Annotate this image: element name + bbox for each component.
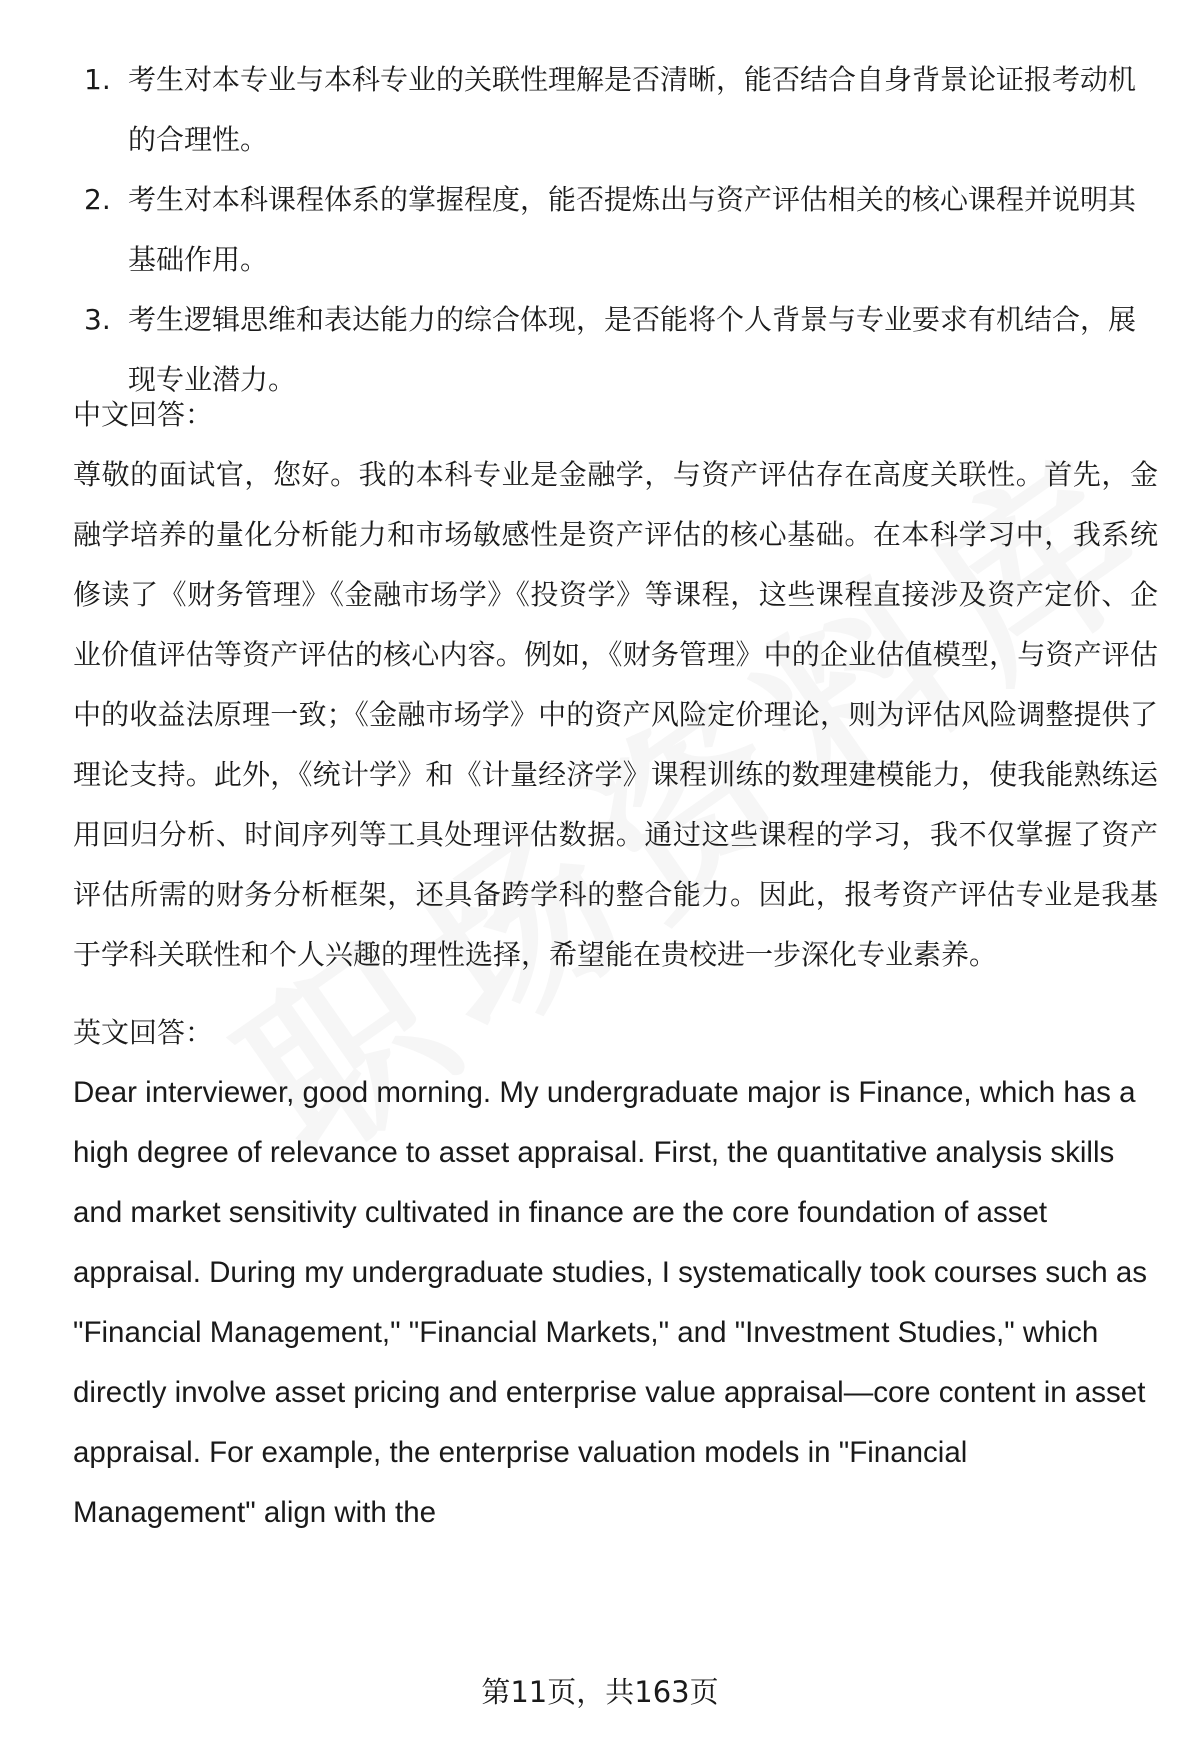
chinese-answer-section	[73, 385, 1158, 985]
criteria-number: 2.	[84, 183, 111, 216]
chinese-answer-label: 中文回答：	[73, 398, 214, 431]
criteria-number: 3.	[84, 303, 111, 336]
page-number: 第11页，共163页	[481, 1675, 719, 1709]
english-answer-label: 英文回答：	[73, 1016, 214, 1049]
criteria-list	[84, 50, 1154, 410]
criteria-item	[84, 50, 1154, 170]
english-answer-text: Dear interviewer, good morning. My undergraduate major is Finance, which has a high degree of relevance to asset appraisal. First, the quantitative analysis skills and market sensitivity cultivated in finance are the core foundation of asset appraisal. During my undergraduate studies, I systematically took courses such as "Financial Management," "Financial Markets," and "Investment Studies," which directly involve asset pricing and enterprise value appraisal—core content in asset appraisal. For example, the enterprise valuation models in "Financial Management" align with the	[73, 1076, 1147, 1529]
criteria-item	[84, 170, 1154, 290]
criteria-text: 考生对本科课程体系的掌握程度，能否提炼出与资产评估相关的核心课程并说明其基础作用。	[128, 183, 1137, 276]
criteria-text: 考生对本专业与本科专业的关联性理解是否清晰，能否结合自身背景论证报考动机的合理性。	[128, 63, 1137, 156]
english-answer-section	[73, 1003, 1158, 1543]
criteria-text: 考生逻辑思维和表达能力的综合体现，是否能将个人背景与专业要求有机结合，展现专业潜力。	[128, 303, 1137, 396]
criteria-number: 1.	[84, 63, 111, 96]
chinese-answer-text: 尊敬的面试官，您好。我的本科专业是金融学，与资产评估存在高度关联性。首先，金融学培养的量化分析能力和市场敏感性是资产评估的核心基础。在本科学习中，我系统修读了《财务管理》《金融市场学》《投资学》等课程，这些课程直接涉及资产定价、企业价值评估等资产评估的核心内容。例如，《财务管理》中的企业估值模型，与资产评估中的收益法原理一致；《金融市场学》中的资产风险定价理论，则为评估风险调整提供了理论支持。此外，《统计学》和《计量经济学》课程训练的数理建模能力，使我能熟练运用回归分析、时间序列等工具处理评估数据。通过这些课程的学习，我不仅掌握了资产评估所需的财务分析框架，还具备跨学科的整合能力。因此，报考资产评估专业是我基于学科关联性和个人兴趣的理性选择，希望能在贵校进一步深化专业素养。	[73, 458, 1158, 971]
